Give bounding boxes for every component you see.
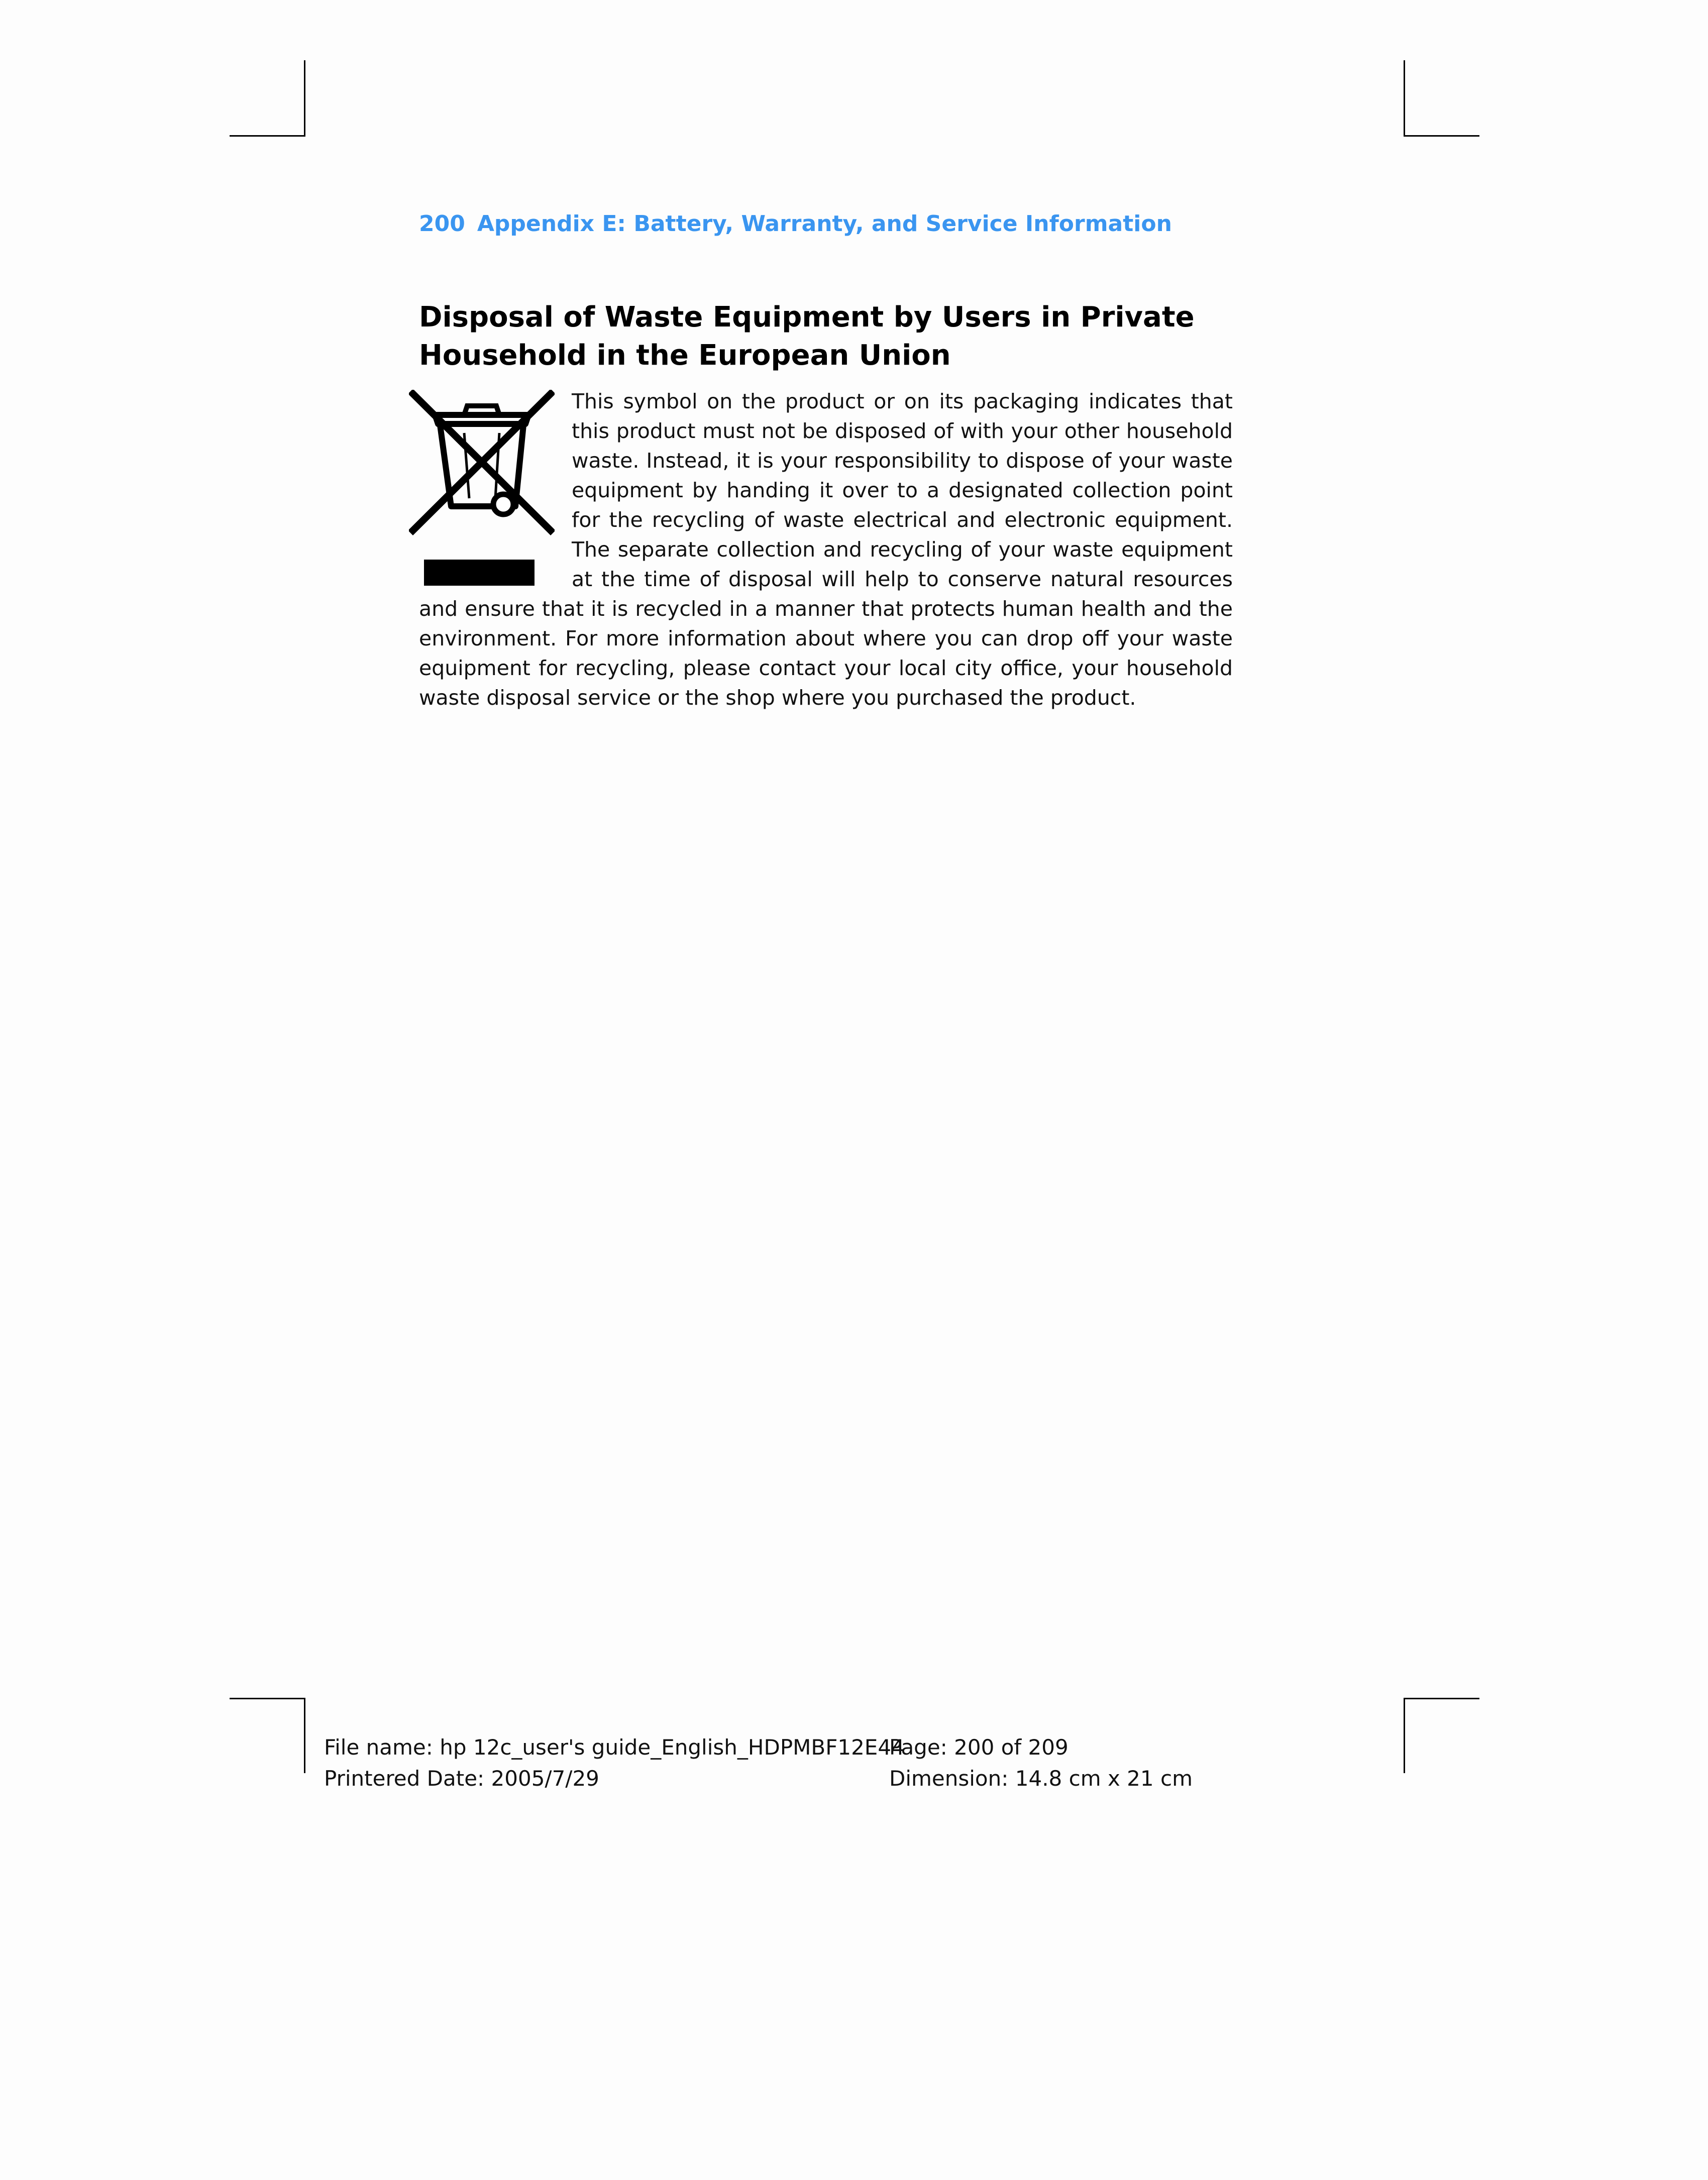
footer-left bbox=[324, 1732, 905, 1794]
section-paragraph: This symbol on the product or on its packaging indicates that this product must not be disposed of with your other household waste. Instead, it is your responsibility to dispose of your waste equipment by handing it over to a designated collection point for the recycling of waste electrical and electronic equipment. The separate collection and recycling of your waste equipment at the time of disposal will help to conserve natural resources and ensure that it is recycled in a manner that protects human health and the environment. For more information about where you can drop off your waste equipment for recycling, please contact your local city office, your household waste disposal service or the shop where you purchased the product. bbox=[419, 389, 1233, 710]
crop-mark-bottom-right-vertical bbox=[1404, 1698, 1405, 1773]
section-body bbox=[419, 387, 1233, 713]
running-title: Appendix E: Battery, Warranty, and Service Information bbox=[477, 211, 1172, 237]
crop-mark-top-left-horizontal bbox=[230, 135, 305, 137]
crop-mark-bottom-left-vertical bbox=[304, 1698, 305, 1773]
crossed-out-wheelie-bin-icon bbox=[409, 390, 555, 591]
section-title: Disposal of Waste Equipment by Users in Private Household in the European Union bbox=[419, 301, 1195, 372]
crop-mark-bottom-left-horizontal bbox=[230, 1698, 305, 1699]
footer-right bbox=[889, 1732, 1193, 1794]
footer-dimension: Dimension: 14.8 cm x 21 cm bbox=[889, 1766, 1193, 1791]
page-number: 200 bbox=[419, 211, 465, 237]
crop-mark-top-left-vertical bbox=[304, 60, 305, 137]
crop-mark-bottom-right-horizontal bbox=[1404, 1698, 1479, 1699]
footer-page: Page: 200 of 209 bbox=[889, 1735, 1069, 1760]
crop-mark-top-right-horizontal bbox=[1404, 135, 1479, 137]
footer-file-name: File name: hp 12c_user's guide_English_HDPMBF12E44 bbox=[324, 1735, 905, 1760]
running-header bbox=[419, 211, 1172, 237]
footer-printed-date: Printered Date: 2005/7/29 bbox=[324, 1766, 599, 1791]
crop-mark-top-right-vertical bbox=[1404, 60, 1405, 137]
